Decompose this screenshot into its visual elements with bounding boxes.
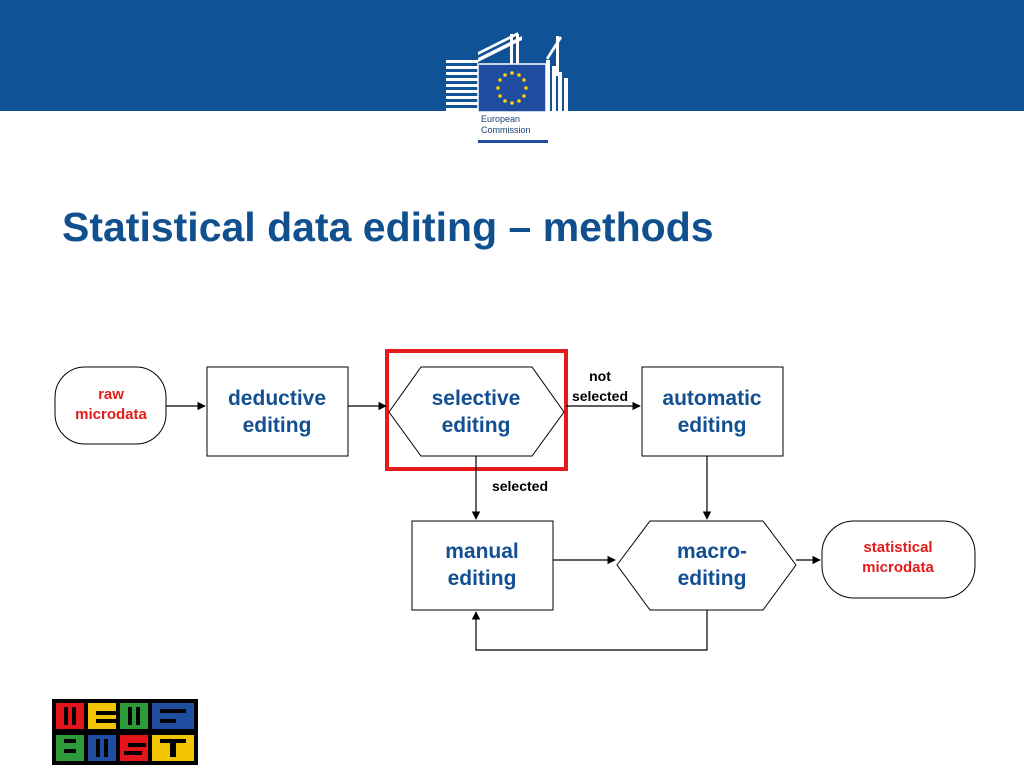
statistical-label-1: statistical	[863, 539, 933, 556]
node-manual-editing	[412, 521, 553, 610]
edge-label-not-selected: selected	[571, 388, 629, 404]
slide-title: Statistical data editing – methods	[62, 204, 714, 250]
memobust-logo	[52, 699, 198, 765]
edge-label-not: not	[589, 368, 611, 384]
selective-label-2: editing	[441, 414, 511, 437]
edge-label-selected: selected	[491, 478, 549, 494]
node-deductive-editing	[207, 367, 348, 456]
automatic-label-1: automatic	[662, 387, 762, 410]
selective-label-1: selective	[431, 387, 521, 410]
node-macro-editing	[617, 521, 796, 610]
edge-macro-feedback-to-manual	[476, 610, 707, 650]
macro-label-1: macro-	[676, 540, 748, 563]
raw-label-2: microdata	[75, 406, 147, 423]
node-selective-editing	[387, 351, 566, 469]
statistical-label-2: microdata	[862, 559, 934, 576]
logo-line-2: Commission	[481, 125, 531, 135]
manual-label-1: manual	[445, 540, 519, 563]
logo-line-1: European	[481, 114, 521, 124]
macro-label-2: editing	[677, 567, 747, 590]
node-raw-microdata	[55, 367, 166, 444]
deductive-label-1: deductive	[227, 387, 327, 410]
manual-label-2: editing	[447, 567, 517, 590]
raw-label-1: raw	[98, 386, 124, 403]
node-statistical-microdata	[822, 521, 975, 598]
node-automatic-editing	[642, 367, 783, 456]
memobust-pixel-logo-icon	[52, 699, 198, 765]
deductive-label-2: editing	[242, 414, 312, 437]
automatic-label-2: editing	[677, 414, 747, 437]
